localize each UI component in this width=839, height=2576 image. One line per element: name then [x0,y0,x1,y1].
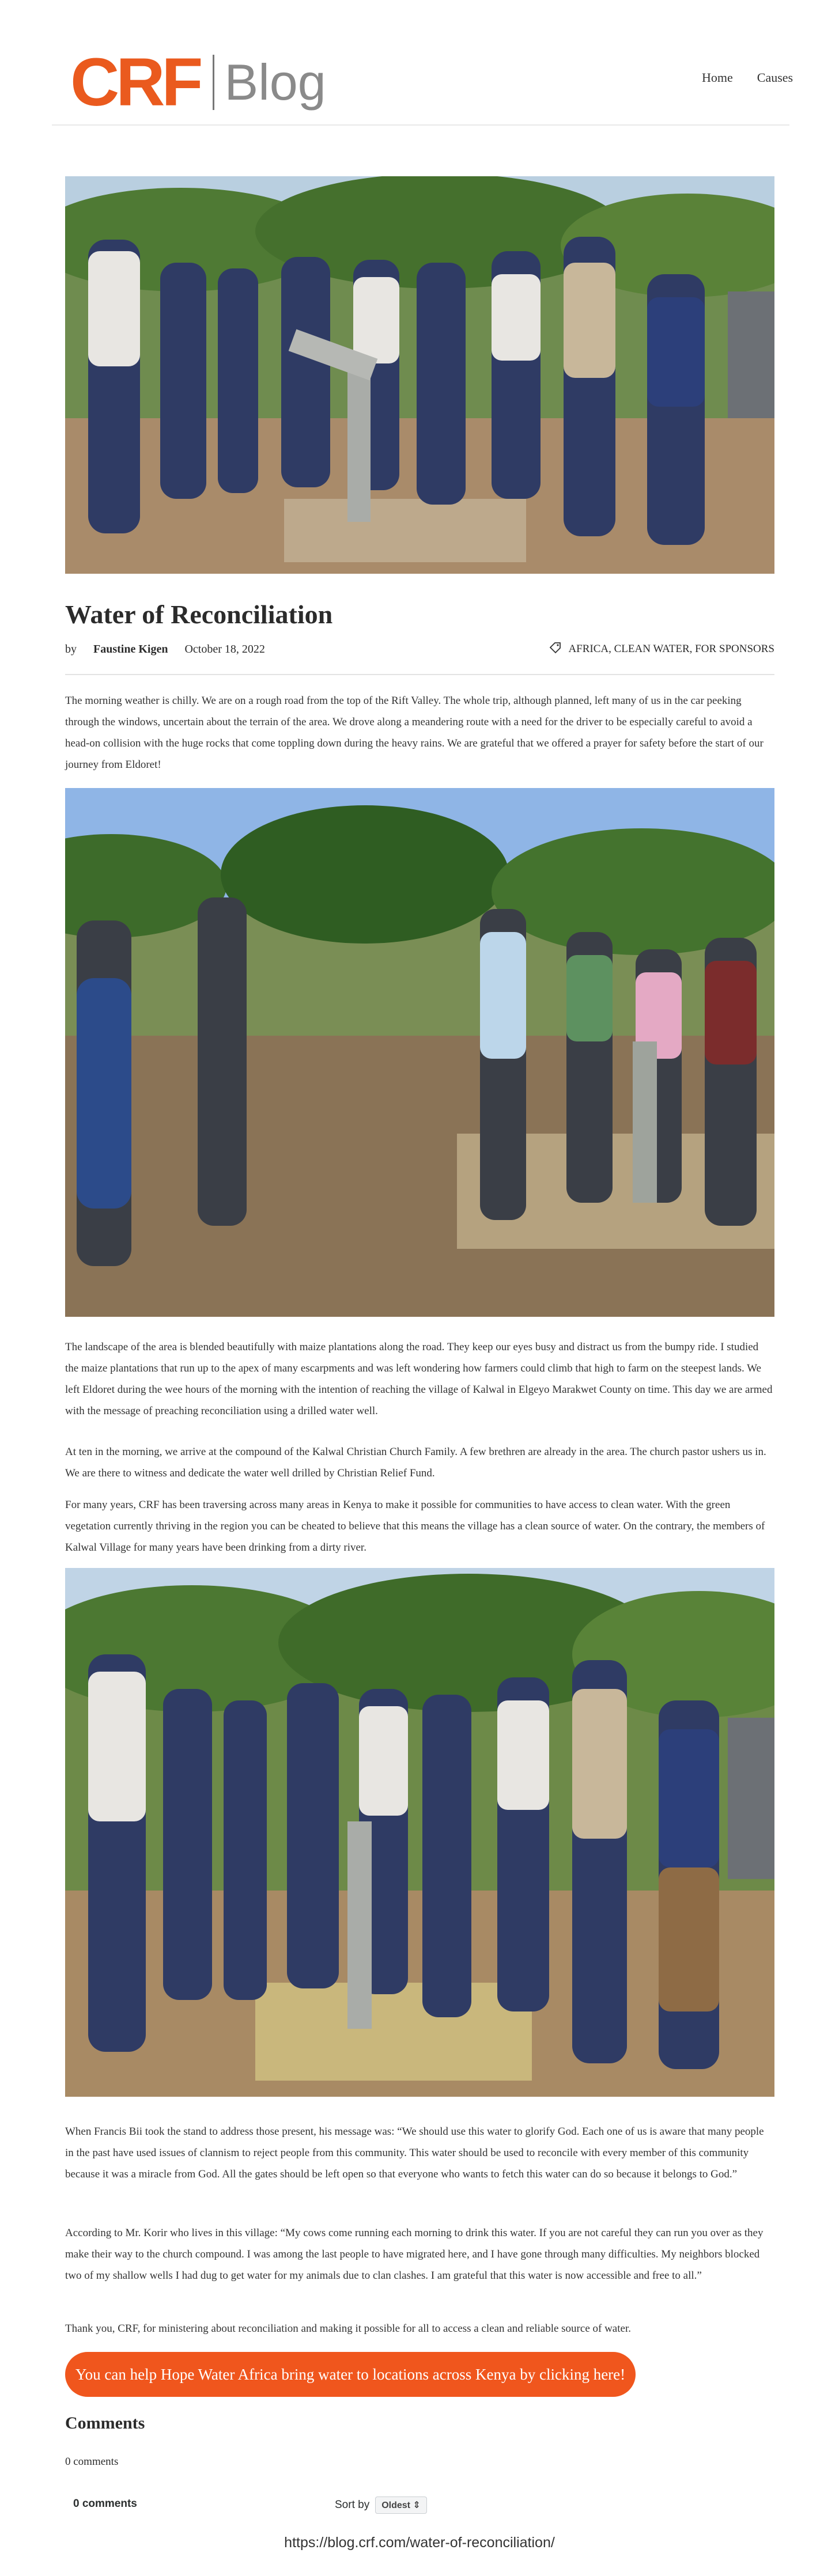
post-title: Water of Reconciliation [65,600,333,629]
paragraph-7: Thank you, CRF, for ministering about reconciliation and making it possible for all to access a clean and reliable source of water. [65,2323,631,2335]
dedication-photo [65,788,774,1317]
paragraph-4: For many years, CRF has been traversing across many areas in Kenya to make it possible for communities to have access to clean water. With the green vegetation currently thriving in the region you can be cheated to believe that this means the village has a clean source of water. On the contrary, the members of Kalwal Village for many years have been drinking from a dirty river. [65,1499,765,1554]
tag-icon [549,641,562,658]
site-logo[interactable] [70,44,326,120]
paragraph-6: According to Mr. Korir who lives in this village: “My cows come running each morning to drink this water. If you are not careful they can run you over as they make their way to the church compound. I was among the last people to have migrated here, and I have gone through many difficulties. My neighbors blocked two of my shallow wells I had dug to get water for my animals due to clan clashes. I am grateful that this water is now accessible and free to all.” [65,2227,764,2282]
paragraph-5: When Francis Bii took the stand to address those present, his message was: “We should use this water to glorify God. Each one of us is aware that many people in the past have used issues of clannism to reject people from this community. This water should be used to reconcile with every member of this community because it was a miracle from God. All the gates should be left open so that everyone who wants to fetch this water can do so because it belongs to God.” [65,2126,764,2180]
group-photo [65,1568,774,2097]
paragraph-3: At ten in the morning, we arrive at the compound of the Kalwal Christian Church Family. A few brethren are already in the area. The church pastor ushers us in. We are there to witness and dedicate the water well drilled by Christian Relief Fund. [65,1446,766,1479]
post-date: October 18, 2022 [184,642,265,656]
by-label: by [65,642,77,656]
nav-home[interactable]: Home [702,70,733,85]
comments-bar-count: 0 comments [73,2498,137,2510]
logo-mark: CRF [70,44,200,120]
title-divider [65,674,774,675]
site-header [52,23,793,126]
main-nav [702,70,793,85]
logo-word: Blog [224,54,326,111]
sort-chevron-icon: ⇕ [413,2501,421,2510]
comments-count: 0 comments [65,2456,119,2468]
author-link[interactable]: Faustine Kigen [93,642,168,656]
logo-divider [213,55,214,110]
donate-cta-button[interactable]: You can help Hope Water Africa bring water to locations across Kenya by clicking here! [65,2352,636,2397]
comments-toolbar [65,2490,774,2518]
nav-causes[interactable]: Causes [757,70,793,85]
sort-control [335,2497,427,2514]
paragraph-2: The landscape of the area is blended beautifully with maize plantations along the road. They keep our eyes busy and distract us from the bumpy ride. I studied the maize plantations that run up to the apex of many escarpments and was left wondering how farmers could climb that high to farm on the steepest lands. We left Eldoret during the wee hours of the morning with the intention of reaching the village of Kalwal in Elgeyo Marakwet County on time. This day we are armed with the message of preaching reconciliation using a drilled water well. [65,1341,773,1417]
hero-photo [65,176,774,574]
comments-heading: Comments [65,2414,145,2433]
byline [65,643,168,656]
page-url: https://blog.crf.com/water-of-reconciliation/ [284,2535,555,2551]
post-meta-left [65,643,279,656]
sort-select[interactable] [375,2497,427,2514]
post-meta [65,641,774,658]
sort-label: Sort by [335,2499,370,2511]
paragraph-1: The morning weather is chilly. We are on a rough road from the top of the Rift Valley. The whole trip, although planned, left many of us in the car peeking through the windows, uncertain about the terrain of the area. We drove along a meandering route with a need for the driver to be especially careful to avoid a head-on collision with the huge rocks that come toppling down during the heavy rains. We are grateful that we offered a prayer for safety before the start of our journey from Eldoret! [65,695,764,771]
post-tags [549,641,774,658]
sort-value: Oldest [381,2501,410,2510]
tags-links[interactable]: AFRICA, CLEAN WATER, FOR SPONSORS [568,643,774,655]
